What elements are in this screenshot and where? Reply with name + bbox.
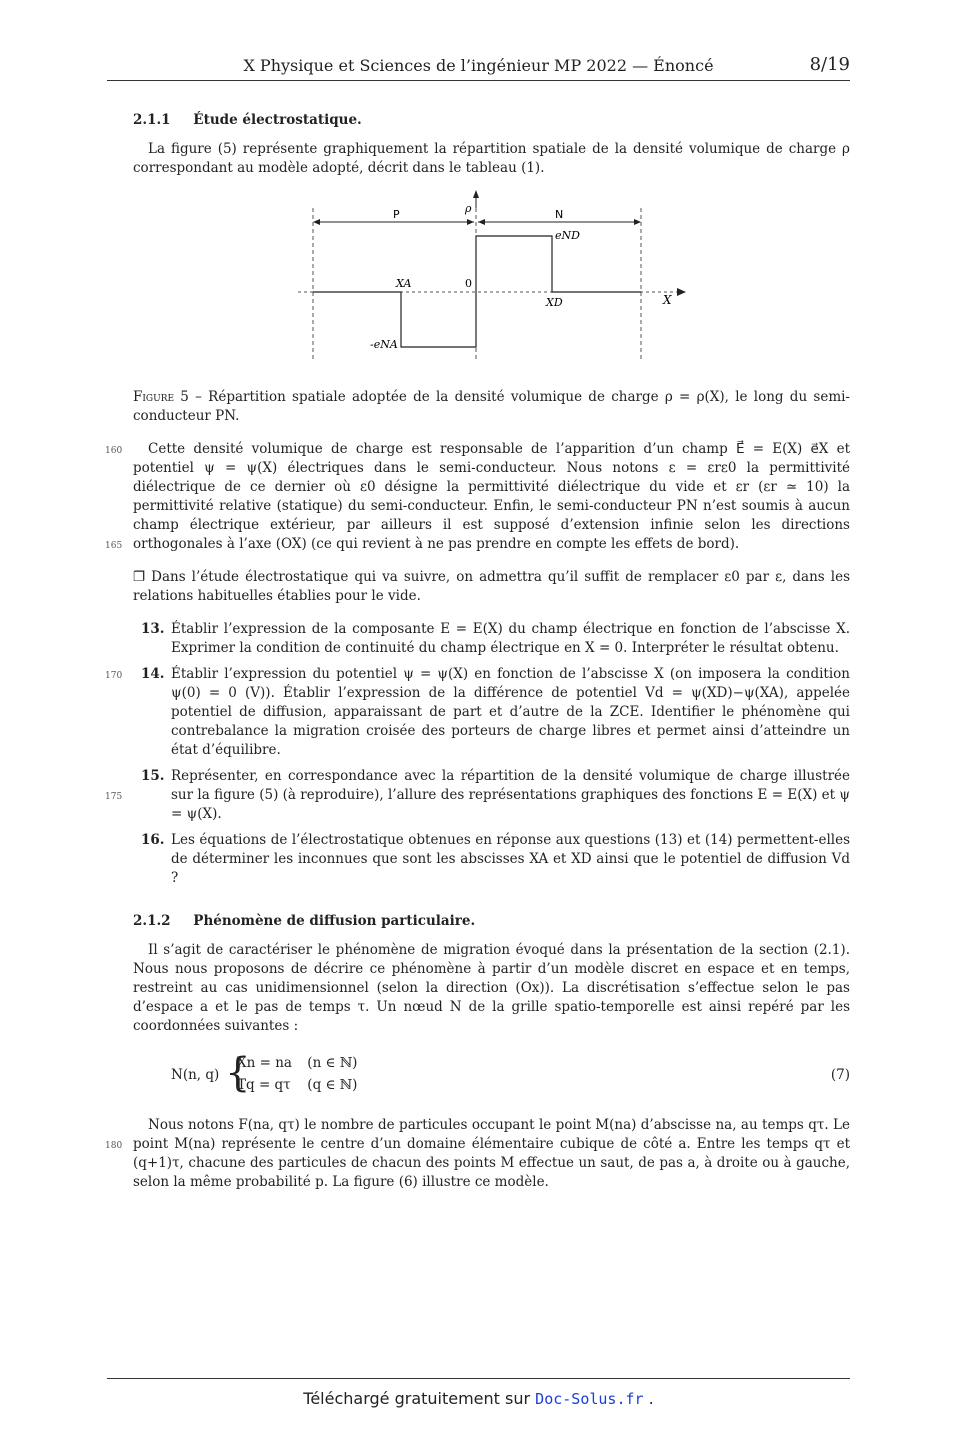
footer-prefix: Téléchargé gratuitement sur — [303, 1389, 531, 1408]
page-number: 8/19 — [809, 54, 850, 75]
line-number: 175 — [105, 792, 123, 802]
x-axis-arrowhead — [677, 288, 686, 296]
label-n: N — [555, 208, 564, 221]
question-text: Les équations de l’électrostatique obtenues en réponse aux questions (13) et (14) permettent-elles de déterminer les inconnues que sont les abscisses XA et XD ainsi que le potentiel de diffusion Vd ? — [171, 832, 850, 886]
question-text: Représenter, en correspondance avec la répartition de la densité volumique de charge illustrée sur la figure (5) (à reproduire), l’allure des représentations graphiques des fonctions E = E(X) et ψ = ψ(X). — [171, 768, 850, 822]
caption-text: – Répartition spatiale adoptée de la densité volumique de charge ρ = ρ(X), le long du semi-conducteur PN. — [133, 389, 850, 424]
caption-label: Figure 5 — [133, 389, 189, 405]
figure-caption — [133, 388, 850, 426]
label-p: P — [393, 208, 400, 221]
label-xa: XA — [396, 277, 412, 290]
footer-link[interactable]: Doc-Solus.fr — [535, 1390, 644, 1408]
question-14 — [105, 665, 850, 760]
question-number: 16. — [141, 832, 165, 848]
equation-7 — [133, 1050, 850, 1102]
n-arrow-right — [634, 219, 641, 225]
field-paragraph: Cette densité volumique de charge est responsable de l’apparition d’un champ E⃗ = E(X) e⃗X et potentiel ψ = ψ(X) électriques dans le semi-conducteur. Nous notons ε = εrε0 la permittivité diélectrique de ce dernier où ε0 désigne la permittivité diélectrique du vide et εr (εr ≃ 10) la permittivité relative (statique) du semi-conducteur. Enfin, le semi-conducteur PN n’est soumis à aucun champ électrique extérieur, par ailleurs il est supposé d’extension infinie selon les directions orthogonales à l’axe (OX) (ce qui revient à ne pas prendre en compte les effets de bord). — [133, 441, 850, 552]
n-arrow-left — [478, 219, 485, 225]
equation-condition: (q ∈ ℕ) — [307, 1077, 358, 1093]
diffusion-intro-paragraph: Il s’agit de caractériser le phénomène de migration évoqué dans la présentation de la section (2.1). Nous nous proposons de décrire ce phénomène à partir d’un modèle discret en espace et en temps, restreint au cas unidimensionnel (selon la direction (Ox)). La discrétisation s’effectue selon le pas d’espace a et le pas de temps τ. Un nœud N de la grille spatio-temporelle est ainsi repéré par les coordonnées suivantes : — [133, 942, 850, 1034]
rho-axis-arrowhead — [473, 190, 479, 198]
paragraph-field-description — [105, 440, 850, 554]
section-title: Étude électrostatique. — [193, 112, 362, 128]
figure-5 — [133, 188, 850, 378]
header-title: X Physique et Sciences de l’ingénieur MP 2022 — Énoncé — [243, 56, 714, 75]
particles-paragraph: Nous notons F(na, qτ) le nombre de particules occupant le point M(na) d’abscisse na, au temps qτ. Le point M(na) représente le centre d’un domaine élémentaire cubique de côté a. Entre les temps qτ et (q+1)τ, chacune des particules de chacun des points M effectue un saut, de pas a, à droite ou à gauche, selon la même probabilité p. La figure (6) illustre ce modèle. — [133, 1117, 850, 1190]
label-rho: ρ — [465, 202, 472, 215]
section-number: 2.1.1 — [133, 112, 171, 128]
question-number: 14. — [141, 666, 165, 682]
charge-density-diagram — [293, 188, 693, 363]
note-paragraph: ❐ Dans l’étude électrostatique qui va suivre, on admettra qu’il suffit de remplacer ε0 par ε, dans les relations habituelles établies pour le vide. — [133, 569, 850, 604]
section-heading-2-1-1 — [133, 111, 850, 130]
label-xd: XD — [546, 296, 563, 309]
equation-row — [237, 1054, 357, 1073]
equation-lhs: N(n, q) — [171, 1067, 220, 1083]
footer — [107, 1378, 850, 1408]
section-heading-2-1-2 — [133, 912, 850, 931]
equation-brace: { — [225, 1050, 251, 1096]
equation-row — [237, 1076, 357, 1095]
section-title: Phénomène de diffusion particulaire. — [193, 913, 476, 929]
equation-expr: Tq = qτ — [237, 1077, 291, 1093]
label-end: eND — [555, 229, 580, 242]
question-15 — [105, 767, 850, 824]
intro-paragraph: La figure (5) représente graphiquement la répartition spatiale de la densité volumique de charge ρ correspondant au modèle adopté, décrit dans le tableau (1). — [133, 141, 850, 176]
question-13 — [141, 620, 850, 658]
question-number: 13. — [141, 621, 165, 637]
line-number: 165 — [105, 541, 123, 551]
question-text: Établir l’expression de la composante E = E(X) du champ électrique en fonction de l’abscisse X. Exprimer la condition de continuité du champ électrique en X = 0. Interpréter le résultat obtenu. — [171, 621, 850, 656]
p-arrow-left — [313, 219, 320, 225]
equation-condition: (n ∈ ℕ) — [307, 1055, 358, 1071]
equation-number: (7) — [830, 1067, 850, 1083]
main-content — [105, 111, 850, 1192]
paragraph-particles — [105, 1116, 850, 1192]
line-number: 180 — [105, 1141, 123, 1151]
equation-expr: Xn = na — [237, 1055, 292, 1071]
question-number: 15. — [141, 768, 165, 784]
line-number: 160 — [105, 446, 123, 456]
question-text: Établir l’expression du potentiel ψ = ψ(X) en fonction de l’abscisse X (on imposera la condition ψ(0) = 0 (V)). Établir l’expression de la différence de potentiel Vd = ψ(XD)−ψ(XA), appelée potentiel de diffusion, apparaissant de part et d’autre de la ZCE. Identifier le phénomène qui contrebalance la migration croisée des porteurs de charge libres et permet ainsi d’atteindre un état d’équilibre. — [171, 666, 850, 758]
label-ena: -eNA — [370, 338, 398, 351]
equation-system — [237, 1054, 357, 1095]
footer-suffix: . — [648, 1389, 654, 1408]
label-x: X — [663, 293, 672, 307]
line-number: 170 — [105, 671, 123, 681]
p-arrow-right — [467, 219, 474, 225]
charge-profile — [313, 236, 641, 347]
running-header — [107, 54, 850, 81]
question-16 — [141, 831, 850, 888]
footer-text — [107, 1389, 850, 1408]
section-number: 2.1.2 — [133, 913, 171, 929]
label-zero: 0 — [465, 277, 472, 290]
